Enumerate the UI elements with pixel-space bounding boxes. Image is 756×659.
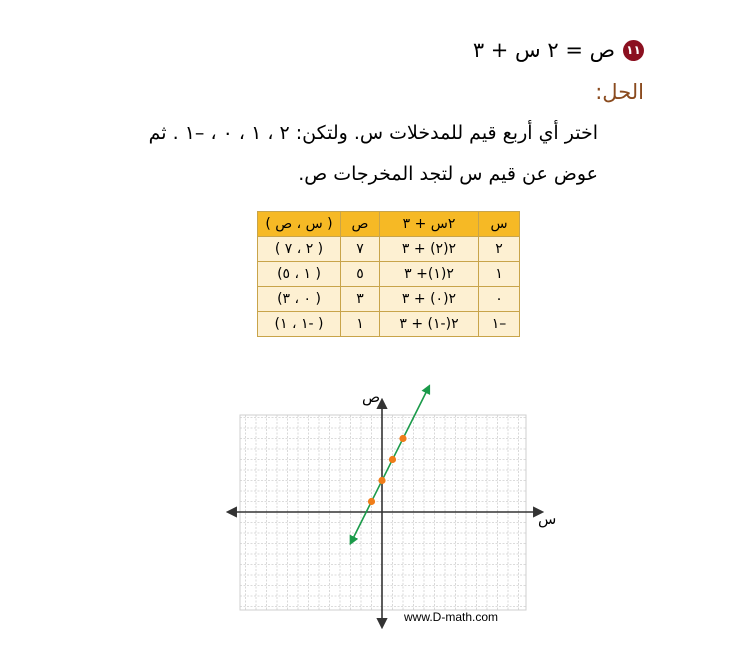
header-expression: ٢س + ٣ [380, 212, 479, 237]
header-y: ص [341, 212, 380, 237]
header-pair: ( س ، ص ) [258, 212, 341, 237]
cell-y: ١ [341, 312, 380, 337]
data-point [368, 498, 375, 505]
data-point [399, 435, 406, 442]
cell-pair: ( -١ ، ١) [258, 312, 341, 337]
instruction-line-1: اختر أي أربع قيم للمدخلات س. ولتكن: ٢ ، ١ ، ٠ ، –١ . ثم [148, 122, 598, 144]
cell-x: ٠ [479, 287, 520, 312]
problem-number-badge: ١١ [623, 40, 644, 61]
watermark: www.D-math.com [404, 610, 499, 624]
cell-y: ٣ [341, 287, 380, 312]
cell-pair: ( ٢ ، ٧ ) [258, 237, 341, 262]
cell-x: ٢ [479, 237, 520, 262]
x-axis-label: س [538, 510, 557, 528]
cell-pair: ( ١ ، ٥) [258, 262, 341, 287]
instruction-line-2: عوض عن قيم س لتجد المخرجات ص. [298, 163, 598, 185]
cell-y: ٧ [341, 237, 380, 262]
cell-expression: ٢(٢) + ٣ [380, 237, 479, 262]
cell-x: –١ [479, 312, 520, 337]
cell-expression: ٢(١)+ ٣ [380, 262, 479, 287]
cell-y: ٥ [341, 262, 380, 287]
solution-label: الحل: [595, 80, 644, 104]
header-x: س [479, 212, 520, 237]
data-point [389, 456, 396, 463]
cell-x: ١ [479, 262, 520, 287]
problem-equation: ص = ٢ س + ٣ [472, 38, 615, 62]
cell-expression: ٢(-١) + ٣ [380, 312, 479, 337]
cell-pair: ( ٠ ، ٣) [258, 287, 341, 312]
y-axis-label: ص [362, 388, 381, 406]
cell-expression: ٢(٠) + ٣ [380, 287, 479, 312]
data-point [378, 477, 385, 484]
